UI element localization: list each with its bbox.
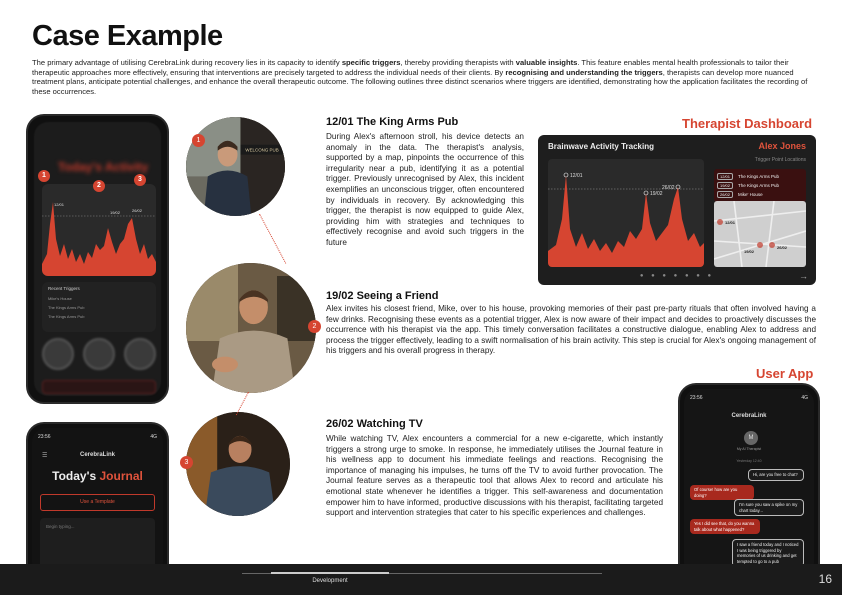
therapist-dashboard — [538, 135, 816, 285]
case-2-title: 19/02 Seeing a Friend — [326, 290, 439, 302]
page-number: 16 — [818, 572, 832, 586]
user-app-phone-mockup — [678, 383, 820, 583]
brainwave-chart — [548, 159, 704, 267]
case-3-title: 26/02 Watching TV — [326, 418, 423, 430]
recent-trigger-item[interactable]: The Kings Arms Pub — [48, 314, 85, 319]
case-1-photo — [186, 117, 285, 216]
pub-sign: WELCONG PUB — [245, 147, 279, 153]
activity-marker-3: 3 — [134, 174, 146, 186]
menu-icon[interactable]: ☰ — [42, 453, 48, 459]
user-app-label: User App — [756, 366, 814, 381]
trigger-location-row[interactable]: 26/02 Mike' House — [717, 190, 803, 199]
case-3-badge: 3 — [180, 456, 193, 469]
status-signal: 4G — [801, 395, 808, 401]
stat-circle[interactable] — [42, 338, 74, 370]
page-title: Case Example — [32, 20, 223, 52]
activity-chart — [42, 184, 156, 276]
case-2-text: Alex invites his closest friend, Mike, over to his house, provoking memories of their past pre-party rituals that often involved having a few drinks. Recognising these events as a potential trigger, Alex is now aware of their impact and decides to proactively discusses the occurrence with his therapist via the app. This timely conversation facilitates a constructive dialogue, enabling Alex to address and process the trigger effectively, leading to a swift normalisation of his brain activity. This step is crucial for Alex's ongoing management of his triggers and his overall progress in therapy. — [326, 304, 816, 356]
dashboard-user[interactable]: Alex Jones — [758, 141, 806, 151]
footer-progress-active — [271, 572, 389, 574]
case-1-text: During Alex's afternoon stroll, his device detects an anomaly in the data. The therapist's analysis, supported by a map, pinpoints the occurrence of this irregularity near a pub, identifying it as a potential trigger. Previously unrecognised by Alex, this incident exemplifies an unconscious trigger, often encountered by individuals in recovery. By acknowledging this trigger, the therapist is now equipped to guide Alex, providing him with strategies and techniques to effectively recognise and avoid such triggers in the future — [326, 132, 524, 247]
activity-label-3: 26/02 — [132, 208, 143, 213]
journal-phone-mockup — [26, 422, 169, 582]
user-app-name: CerebraLink — [731, 413, 767, 419]
intro-fragment: recognising and understanding the triggers — [505, 67, 663, 77]
chat-message-therapist: Of course! how are you doing? — [690, 485, 754, 500]
intro-fragment: , therapists can develop more nuanced treatment plans, anticipate potential challenges, and enhance the overall therapeutic outcome. The following outlines three distinct scenarios where triggers are identified, demonstrating how the application facilitates the recording of these occurrences. — [32, 67, 808, 96]
trigger-location-row[interactable]: 19/02 The Kings Arms Pub — [717, 181, 803, 190]
recent-trigger-item[interactable]: The Kings Arms Pub — [48, 305, 85, 310]
recent-triggers-list — [42, 282, 156, 332]
footer-bar — [0, 564, 842, 595]
brainwave-label-1: 12/01 — [570, 173, 583, 179]
status-bar — [690, 395, 808, 401]
stat-circle[interactable] — [83, 338, 115, 370]
status-signal: 4G — [150, 434, 157, 440]
case-1-title: 12/01 The King Arms Pub — [326, 116, 459, 128]
brainwave-label-2: 19/02 — [650, 191, 663, 197]
activity-action-button[interactable] — [42, 380, 156, 394]
intro-fragment: , thereby providing therapists with — [400, 58, 516, 67]
dashboard-pager[interactable]: ● ● ● ● ● ● ● — [639, 273, 715, 279]
activity-phone-mockup — [26, 114, 169, 404]
dashboard-title: Brainwave Activity Tracking — [548, 142, 654, 151]
chat-message-therapist: Yes I did see that, do you wanna talk about what happened? — [690, 519, 760, 534]
status-time: 23:56 — [38, 434, 51, 440]
trigger-map[interactable] — [714, 201, 806, 267]
status-time: 23:56 — [690, 395, 703, 401]
activity-stats — [42, 338, 156, 370]
intro-fragment: The primary advantage of utilising CerebraLink during recovery lies in its capacity to identify — [32, 58, 342, 67]
intro-fragment: . This feature enables mental health professionals to tailor their therapeutic approaches more effectively, ensuring that interventions are precisely targeted to address the individual needs of their clients. By — [32, 58, 789, 77]
activity-marker-1: 1 — [38, 170, 50, 182]
stat-circle[interactable] — [124, 338, 156, 370]
case-3-photo — [186, 412, 290, 516]
use-template-button[interactable]: Use a Template — [40, 494, 155, 511]
case-2-photo — [186, 263, 316, 393]
therapist-dashboard-label: Therapist Dashboard — [682, 116, 813, 131]
map-pin-label: 19/02 — [744, 249, 755, 254]
journal-text-input[interactable]: Begin typing... — [40, 518, 155, 580]
case-3-text: While watching TV, Alex encounters a commercial for a new e-cigarette, which instantly triggers a strong urge to smoke. In response, he immediately utilises the Journal feature in his wellness app to document his immediate feelings and reactions. Recognising the importance of managing his impulses, he turns off the TV to avoid further provocation. The Journal feature serves as a therapeutic tool that allows Alex to record and articulate his emotional state whenever he identifies a trigger. This self-awareness and documentation empower him to have informed, productive discussions with his therapist, facilitating targeted support and intervention strategies that cater to his specific experiences and challenges. — [326, 434, 663, 518]
recent-trigger-item[interactable]: Mike's House — [48, 296, 72, 301]
intro-fragment: valuable insights — [515, 58, 578, 67]
journal-app-name: CerebraLink — [79, 452, 115, 458]
connector-1-2 — [259, 214, 286, 264]
intro-fragment: specific triggers — [341, 58, 401, 67]
activity-label-2: 19/02 — [110, 210, 121, 215]
activity-title: Today's Activity — [58, 160, 149, 174]
brainwave-label-3: 26/02 — [662, 185, 675, 191]
case-1-badge: 1 — [192, 134, 205, 147]
recent-triggers-title: Recent Triggers — [48, 286, 80, 291]
trigger-location-list — [714, 169, 806, 202]
therapist-name: My AI Therapist — [736, 447, 762, 451]
chat-message-user: I saw a friend today and I noticed I was being triggered by memories of us drinking and get tempted to go to a pub — [732, 539, 804, 567]
chat-message-user: Hi, are you free to chat? — [748, 469, 804, 481]
case-2-badge: 2 — [308, 320, 321, 333]
footer-section-label[interactable]: Development — [312, 578, 348, 584]
trigger-location-row[interactable]: 12/01 The Kings Arms Pub — [717, 172, 803, 181]
journal-title: Today's Journal — [52, 469, 143, 483]
activity-label-1: 12/01 — [54, 202, 65, 207]
status-bar — [38, 434, 157, 440]
map-pin-label: 26/02 — [777, 245, 788, 250]
trigger-locations-title: Trigger Point Locations — [754, 157, 806, 163]
chat-timestamp: Yesterday 12:40 — [736, 459, 762, 463]
intro-paragraph — [32, 58, 817, 96]
next-arrow-icon[interactable]: → — [799, 271, 808, 281]
avatar[interactable]: M — [744, 431, 758, 445]
chat-message-user: I'm sure you saw a spike on my chart today... — [734, 499, 804, 516]
activity-marker-2: 2 — [93, 180, 105, 192]
map-pin-label: 12/01 — [725, 220, 736, 225]
